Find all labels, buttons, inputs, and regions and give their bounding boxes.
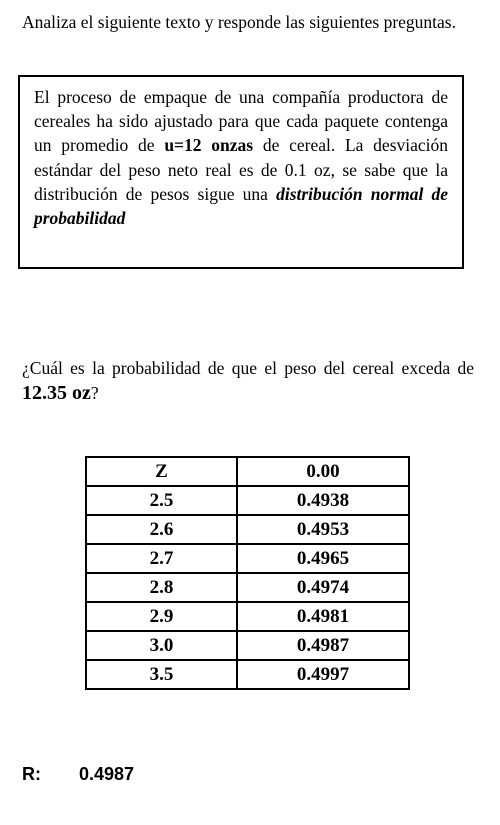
- probability-value: 0.4938: [237, 486, 409, 515]
- z-value: 3.5: [86, 660, 237, 689]
- question-before: ¿Cuál es la probabilidad de que el peso del cereal exceda de: [22, 358, 474, 378]
- distribution-name: distribución normal de probabilidad: [34, 183, 449, 229]
- probability-column-header: 0.00: [237, 457, 409, 486]
- table-row: [86, 486, 409, 515]
- z-value: 2.9: [86, 602, 237, 631]
- table-row: [86, 573, 409, 602]
- z-value: 2.5: [86, 486, 237, 515]
- z-table-header-row: [86, 457, 409, 486]
- answer-value: 0.4987: [79, 764, 135, 784]
- table-row: [86, 660, 409, 689]
- probability-value: 0.4987: [237, 631, 409, 660]
- z-column-header: Z: [86, 457, 237, 486]
- probability-value: 0.4981: [237, 602, 409, 631]
- instruction-text: Analiza el siguiente texto y responde las siguientes preguntas.: [22, 12, 456, 32]
- z-value: 2.7: [86, 544, 237, 573]
- table-row: [86, 515, 409, 544]
- problem-part1: El proceso de empaque de una compañía productora de cereales ha sido ajustado para que cada paquete contenga un promedio de: [34, 87, 448, 156]
- answer: [22, 760, 134, 788]
- z-table: [85, 456, 410, 690]
- probability-value: 0.4997: [237, 660, 409, 689]
- problem-box: [18, 75, 464, 269]
- table-row: [86, 602, 409, 631]
- probability-value: 0.4974: [237, 573, 409, 602]
- question-text: [22, 356, 474, 406]
- z-value: 2.6: [86, 515, 237, 544]
- table-row: [86, 544, 409, 573]
- problem-part2: de cereal. La desviación estándar del peso neto real es de 0.1 oz, se sabe que la distribución de pesos sigue una: [34, 135, 449, 204]
- problem-text: [34, 85, 448, 230]
- z-value: 3.0: [86, 631, 237, 660]
- table-row: [86, 631, 409, 660]
- question-threshold: 12.35 oz: [22, 382, 91, 404]
- probability-value: 0.4965: [237, 544, 409, 573]
- z-value: 2.8: [86, 573, 237, 602]
- question-after: ?: [90, 383, 99, 403]
- probability-value: 0.4953: [237, 515, 409, 544]
- mean-value: u=12 onzas: [164, 135, 254, 156]
- answer-label: R:: [22, 764, 41, 784]
